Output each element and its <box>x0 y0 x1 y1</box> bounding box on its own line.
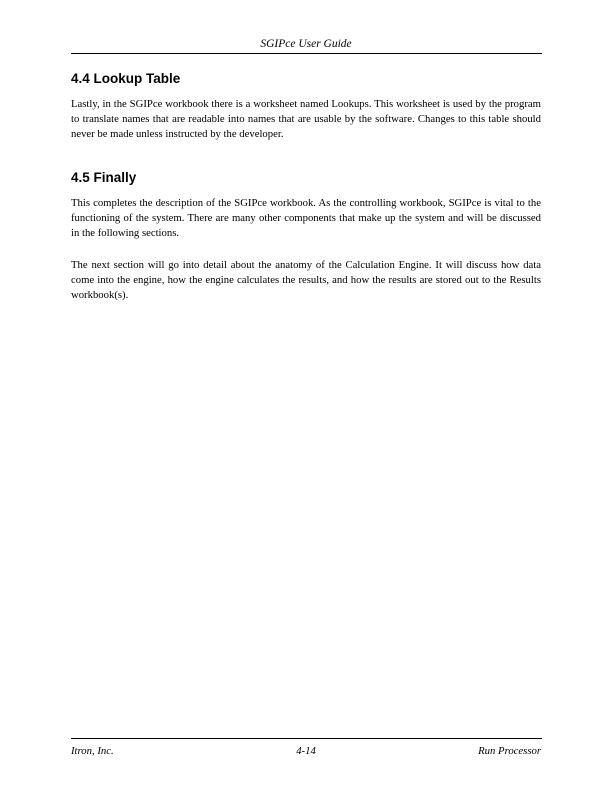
page-footer <box>71 745 541 759</box>
paragraph-finally-1: This completes the description of the SGIPce workbook. As the controlling workbook, SGIPce is vital to the functioning of the system. There are many other components that make up the system and will be discussed in the following sections. <box>71 197 541 239</box>
footer-company: Itron, Inc. <box>71 745 114 757</box>
paragraph-finally-2: The next section will go into detail about the anatomy of the Calculation Engine. It will discuss how data come into the engine, how the engine calculates the results, and how the results are stored out to the Results workbook(s). <box>71 259 541 301</box>
paragraph-lookup-table: Lastly, in the SGIPce workbook there is a worksheet named Lookups. This worksheet is used by the program to translate names that are readable into names that are usable by the software. Changes to this table should never be made unless instructed by the developer. <box>71 98 541 140</box>
footer-rule <box>71 738 542 739</box>
running-header: SGIPce User Guide <box>260 38 352 50</box>
section-heading-lookup-table: 4.4 Lookup Table <box>71 71 181 86</box>
header-rule <box>71 53 542 54</box>
section-heading-finally: 4.5 Finally <box>71 170 137 185</box>
footer-chapter: Run Processor <box>478 745 541 757</box>
footer-page-number: 4-14 <box>296 745 316 757</box>
